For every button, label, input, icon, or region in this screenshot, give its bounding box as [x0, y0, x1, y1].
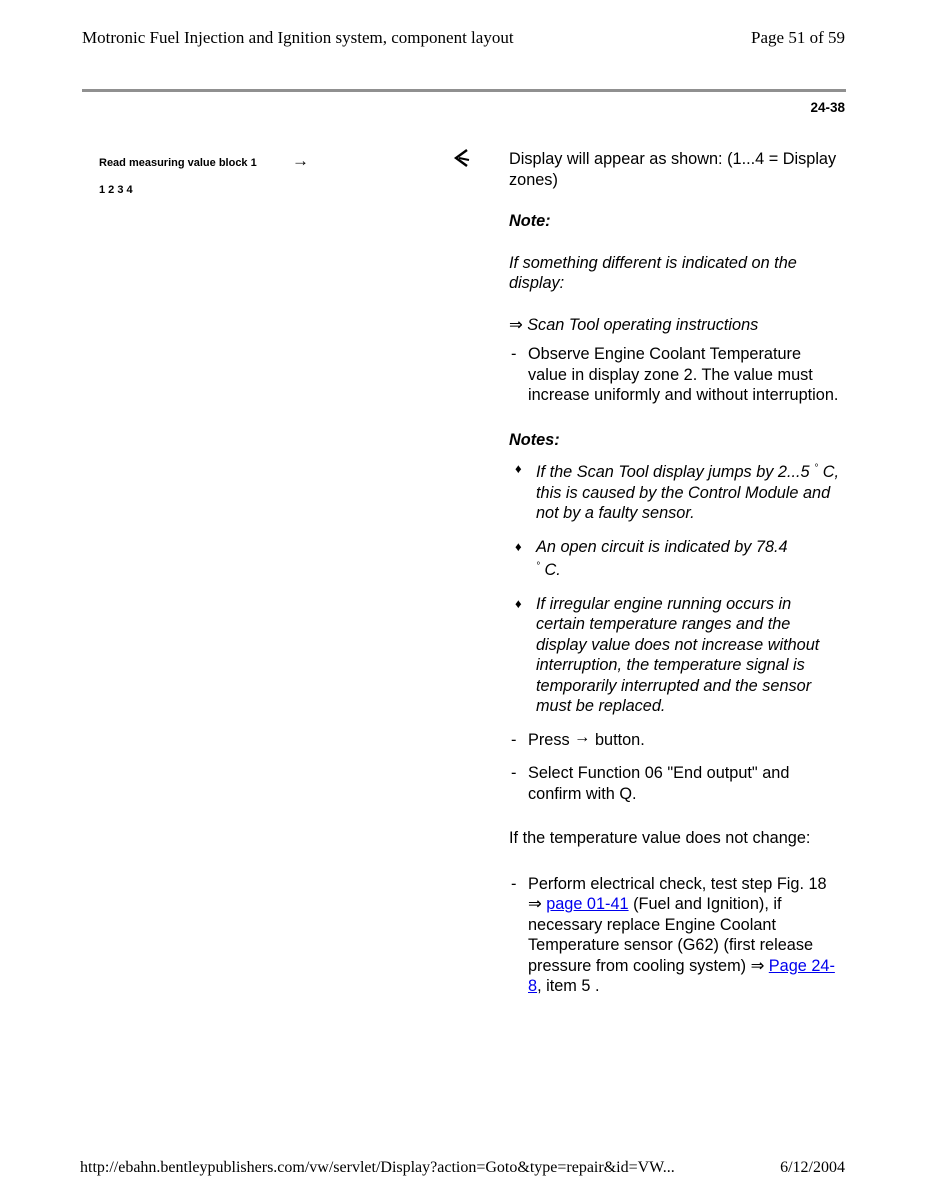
step-dash: -	[511, 874, 517, 893]
step-perform-text-b: (Fuel and Ignition), if necessary replace Engine Coolant Temperature sensor (G62) (first release pressure from cooling system)	[528, 895, 814, 975]
step-perform-text-a: Perform electrical check, test step Fig. 18	[528, 874, 827, 893]
notes-heading: Notes:	[509, 430, 560, 449]
screen-display-zones: 1 2 3 4	[99, 184, 133, 196]
screen-display-label: Read measuring value block 1	[99, 157, 257, 169]
section-number: 24-38	[810, 100, 845, 115]
step-dash: -	[511, 730, 517, 749]
note-bullet-2-text-a: An open circuit is indicated by 78.4	[536, 537, 788, 556]
step-dash: -	[511, 345, 517, 363]
step-press-text-b: button.	[594, 730, 645, 749]
note-text: If something different is indicated on the display:	[509, 253, 797, 292]
reference-arrow-icon: ⇒	[750, 956, 765, 975]
degree-symbol: °	[814, 463, 819, 474]
display-description: Display will appear as shown: (1...4 = Display zones)	[509, 150, 837, 189]
step-observe-text: Observe Engine Coolant Temperature value in display zone 2. The value must increase uniformly and without interruption.	[528, 345, 839, 404]
page-01-41-link[interactable]: page 01-41	[546, 895, 629, 913]
note-bullet-3	[509, 594, 839, 717]
note-bullet-1-text-b: C, this is caused by the Control Module and not by a faulty sensor.	[536, 463, 839, 522]
figure-reference-icon	[452, 148, 470, 168]
step-perform-text-c: , item 5 .	[537, 977, 600, 995]
footer-url: http://ebahn.bentleypublishers.com/vw/servlet/Display?action=Goto&type=repair&id=VW...	[80, 1159, 675, 1176]
reference-arrow-icon: ⇒	[528, 895, 542, 913]
right-arrow-icon: →	[574, 727, 591, 746]
footer-date: 6/12/2004	[780, 1159, 845, 1176]
step-press	[509, 727, 839, 751]
note-heading: Note:	[509, 212, 551, 230]
diamond-bullet-icon: ♦	[515, 595, 522, 611]
diamond-bullet-icon: ♦	[515, 461, 522, 476]
screen-arrow-icon: →	[292, 151, 309, 170]
degree-symbol: °	[536, 561, 540, 572]
step-perform	[509, 874, 839, 997]
scan-tool-reference	[509, 315, 839, 336]
scan-tool-reference-text: Scan Tool operating instructions	[527, 315, 759, 334]
step-dash: -	[511, 764, 517, 782]
note-bullet-2	[509, 537, 839, 581]
step-select	[509, 763, 839, 804]
note-bullet-1	[509, 459, 839, 524]
document-title: Motronic Fuel Injection and Ignition system, component layout	[82, 28, 514, 47]
instruction-column	[509, 149, 839, 997]
note-bullet-1-text-a: If the Scan Tool display jumps by 2...5	[536, 463, 810, 481]
note-bullet-2-text-b: C.	[544, 561, 561, 579]
note-bullet-3-text: If irregular engine running occurs in certain temperature ranges and the display value does not increase without interruption, the temperature signal is temporarily interrupted and the sensor must be replaced.	[536, 594, 820, 715]
page-24-8-link[interactable]: Page 24-8	[528, 956, 835, 995]
step-press-text-a: Press	[528, 730, 570, 749]
header-divider	[82, 89, 846, 92]
no-change-text: If the temperature value does not change:	[509, 829, 811, 847]
diamond-bullet-icon: ♦	[515, 538, 522, 554]
step-observe	[509, 344, 839, 406]
step-select-text: Select Function 06 "End output" and confirm with Q.	[528, 764, 790, 803]
page-number: Page 51 of 59	[751, 28, 845, 47]
reference-arrow-icon: ⇒	[509, 315, 523, 334]
